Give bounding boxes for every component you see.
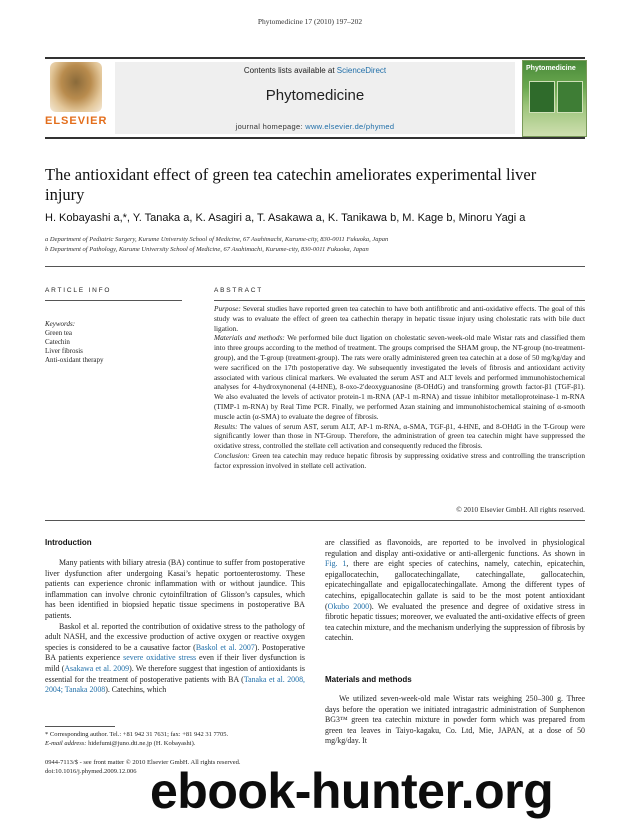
author-list: H. Kobayashi a,*, Y. Tanaka a, K. Asagiri a, T. Asakawa a, K. Tanikawa b, M. Kage b, Minoru Yagi a <box>45 212 526 224</box>
email-note <box>45 740 305 747</box>
citation-link[interactable]: Okubo 2000 <box>327 601 370 611</box>
catechin-text: , there are eight species of catechins, namely, catechin, epicatechin, epigallocatechin, gallocatechingallate, catechingallate, gallocatechin, epicatechingallate and epigallocatechingallate. Among the different types of catechins, epigallocatechin gallate is said to be the most potent antioxidant ( <box>325 559 586 611</box>
keywords-label: Keywords: <box>45 320 76 328</box>
keyword-item: Liver fibrosis <box>45 347 83 355</box>
issn-line: 0944-7113/$ - see front matter © 2010 Elsevier GmbH. All rights reserved. <box>45 759 241 766</box>
methods-heading: Materials and methods <box>325 675 412 684</box>
purpose-label: Purpose: <box>214 304 241 313</box>
methods-label: Materials and methods: <box>214 333 285 343</box>
cover-photo-left <box>529 81 555 113</box>
keyword-item: Green tea <box>45 329 73 337</box>
affiliation-rule <box>45 266 585 267</box>
corresponding-author-note: * Corresponding author. Tel.: +81 942 31 7631; fax: +81 942 31 7705. <box>45 731 229 738</box>
doi-line: doi:10.1016/j.phymed.2009.12.006 <box>45 768 137 775</box>
keyword-item: Catechin <box>45 338 70 346</box>
citation-link[interactable]: Baskol et al. 2007 <box>195 642 255 652</box>
results-label: Results: <box>214 421 238 431</box>
figure-link[interactable]: Fig. 1 <box>325 559 347 569</box>
article-info-rule <box>45 300 182 301</box>
results-text: The values of serum AST, serum ALT, AP-1 m-RNA, α-SMA, TGF-β1, 4-HNE, and 8-OHdG in the T-Group were significantly lower than those in NT-Group. Therefore, the administration of green tea catechin might have suppressed the oxidative stress, controlled the stellate cell activation and consequently reduced the fibrosis. <box>214 421 585 451</box>
catechin-text: ). We evaluated the presence and degree of oxidative stress in fibrotic hepatic tissues; moreover, we evaluated the anti-oxidative effects of green tea catechin mixture, and the mechanism underlying the suppression of fibrosis by catechin. <box>325 601 586 643</box>
intro-p2-text: even if their liver dysfunction is mild ( <box>45 653 305 673</box>
abstract-end-rule <box>45 520 585 521</box>
article-title: The antioxidant effect of green tea catechin ameliorates experimental liver injury <box>45 165 537 204</box>
abstract-conclusion <box>214 451 585 471</box>
sciencedirect-link[interactable]: ScienceDirect <box>336 66 387 75</box>
purpose-text: Several studies have reported green tea catechin to have both antifibrotic and anti-oxidative effects. The goal of this study was to evaluate the effect of green tea cathechin therapy in hepatic tissue injury using cholestatic rats with bile duct ligation. <box>214 304 585 333</box>
citation-link[interactable]: Tanaka et al. 2008, 2004; Tanaka 2008 <box>45 674 305 695</box>
methods-paragraph: We utilized seven-week-old male Wistar rats weighing 250–300 g. Three days before the operation we initiated intragastric administration of Sunphenon BG3™ green tea catechin mixture in powder form which was prepared from green tea leaves in Taiyo-kagaku, Co. Ltd, Mie, JAPAN, at a dose of 50 mg/kg/day. It <box>325 694 585 746</box>
abstract-rule <box>214 300 585 301</box>
homepage-link[interactable]: www.elsevier.de/phymed <box>305 122 395 131</box>
header-bottom-rule <box>45 137 585 139</box>
abstract-purpose <box>214 304 585 333</box>
affiliation-b: b Department of Pathology, Kurume University School of Medicine, 67 Asahimachi, Kurume-city, 830-0011 Fukuoka, Japan <box>45 246 369 253</box>
abstract-heading: ABSTRACT <box>214 287 264 294</box>
elsevier-tree-icon <box>50 62 102 112</box>
elsevier-logo <box>45 62 107 134</box>
catechin-paragraph <box>325 538 585 644</box>
journal-title: Phytomedicine <box>265 87 365 104</box>
intro-p2-text: ). Catechins, which <box>105 685 167 695</box>
intro-paragraph-1: Many patients with biliary atresia (BA) continue to suffer from postoperative liver dysfunction after undergoing Kasai’s hepatic portoenterostomy. These patients can experience chronic inflammation with or without jaundice. This inflammation can involve chronic cytoinfiltration of Glisson’s capsules, which has been identified in biopsied hepatic tissue specimens in postoperative BA patients. <box>45 558 305 620</box>
watermark-text: ebook-hunter.org <box>150 763 554 819</box>
abstract-copyright: © 2010 Elsevier GmbH. All rights reserved. <box>456 505 585 514</box>
contents-line <box>115 66 515 75</box>
publisher-name: ELSEVIER <box>45 115 108 127</box>
homepage-prefix: journal homepage: <box>235 122 306 131</box>
email-address[interactable]: hidefumi@juno.dti.ne.jp (H. Kobayashi). <box>86 740 196 747</box>
cover-photo-right <box>557 81 583 113</box>
intro-p2-text: ). We therefore suggest that ingestion of antioxidants is essential for the treatment of postoperative patients with BA ( <box>45 663 305 684</box>
keyword-item: Anti-oxidant therapy <box>45 356 104 364</box>
journal-homepage <box>115 122 515 131</box>
intro-p2-text: ). Postoperative BA patients experience <box>45 642 305 663</box>
methods-body <box>325 694 585 747</box>
introduction-heading: Introduction <box>45 538 92 547</box>
cover-title: Phytomedicine <box>526 65 576 72</box>
methods-text: We performed bile duct ligation on cholestatic seven-week-old male Wistar rats and classified them into three groups according to the method of treatment. The groups comprised the SHAM group, the NT-group (no-treatment-group), and the T-group (treatment-group). The rats were orally administered green tea catechin at a dose of 50 mg/kg/day and were sacrificed on the 17th postoperative day. We subsequently investigated the levels of fibrosis and antioxidant activity associated with various clinical markers. We evaluated the serum AST and ALT levels and performed immunohistochemical analyses for 4-hydroxynonenal (4-HNE), 8-oxo-2′deoxyguanosine (8-OHdG) and transforming growth factor-β1 (TGF-β1). We also evaluated the levels of activator protein-1 m-RNA (AP-1 m-RNA) and tissue inhibitor metalloproteinase-1 m-RNA (TIMP-1 m-RNA) by Real Time PCR. Finally, we performed Azan staining and immunohistochemical staining of α-smooth muscle actin (α-SMA) to evaluate the degree of fibrosis. <box>214 333 585 421</box>
abstract-methods <box>214 333 585 421</box>
conclusion-label: Conclusion: <box>214 450 250 460</box>
intro-p2-text: Baskol et al. reported the contribution of oxidative stress to the pathology of adult NASH, and the excessive production of active oxygen or reactive oxygen species is considered to be a causative factor ( <box>45 621 305 652</box>
journal-cover-image <box>522 60 587 137</box>
article-info-heading: ARTICLE INFO <box>45 287 112 294</box>
citation-link[interactable]: severe oxidative stress <box>123 653 197 663</box>
abstract-results <box>214 422 585 451</box>
journal-reference: Phytomedicine 17 (2010) 197–202 <box>257 17 363 26</box>
catechin-text: are classified as flavonoids, are reported to be involved in physiological regulation and display anti-oxidative or anti-allergenic functions. As shown in <box>325 538 585 558</box>
footnote-rule <box>45 726 115 727</box>
citation-link[interactable]: Asakawa et al. 2009 <box>64 663 130 673</box>
email-label: E-mail address: <box>45 740 87 747</box>
intro-paragraph-2 <box>45 622 305 696</box>
abstract-body <box>214 304 585 471</box>
header-top-rule <box>45 57 585 59</box>
contents-prefix: Contents lists available at <box>243 66 337 75</box>
introduction-body <box>45 558 305 696</box>
affiliation-a: a Department of Pediatric Surgery, Kurume University School of Medicine, 67 Asahimachi, Kurume-city, 830-0011 Fukuoka, Japan <box>45 236 389 243</box>
conclusion-text: Green tea catechin may reduce hepatic fibrosis by suppressing oxidative stress and controlling the transcription factor expression involved in stellate cell activation. <box>214 450 585 470</box>
right-column-body <box>325 538 585 644</box>
